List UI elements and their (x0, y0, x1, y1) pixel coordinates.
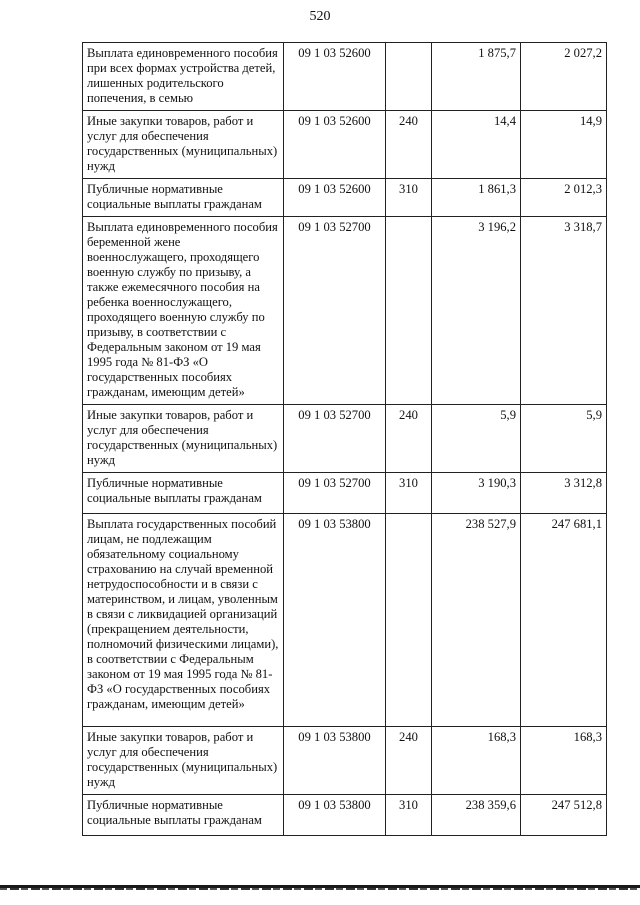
amount-year-1: 1 875,7 (432, 43, 521, 111)
expense-type: 240 (386, 727, 432, 795)
expense-type: 310 (386, 473, 432, 514)
budget-table (82, 42, 607, 836)
target-code: 09 1 03 52700 (284, 473, 386, 514)
item-name: Публичные нормативные социальные выплаты гражданам (83, 473, 284, 514)
page-number: 520 (309, 9, 331, 24)
amount-year-2: 3 312,8 (521, 473, 607, 514)
item-name: Иные закупки товаров, работ и услуг для обеспечения государственных (муниципальных) нужд (83, 727, 284, 795)
expense-type: 240 (386, 111, 432, 179)
table-row (83, 217, 607, 405)
amount-year-1: 14,4 (432, 111, 521, 179)
expense-type: 240 (386, 405, 432, 473)
target-code: 09 1 03 52700 (284, 405, 386, 473)
target-code: 09 1 03 52600 (284, 111, 386, 179)
amount-year-2: 247 512,8 (521, 795, 607, 836)
amount-year-1: 168,3 (432, 727, 521, 795)
item-name: Иные закупки товаров, работ и услуг для обеспечения государственных (муниципальных) нужд (83, 111, 284, 179)
table-row (83, 727, 607, 795)
expense-type: 310 (386, 179, 432, 217)
table-row (83, 111, 607, 179)
amount-year-1: 1 861,3 (432, 179, 521, 217)
amount-year-1: 5,9 (432, 405, 521, 473)
scan-border-noise (0, 888, 640, 890)
table-row (83, 514, 607, 727)
amount-year-2: 2 012,3 (521, 179, 607, 217)
table-row (83, 405, 607, 473)
amount-year-2: 2 027,2 (521, 43, 607, 111)
table-row (83, 43, 607, 111)
item-name: Выплата государственных пособий лицам, не подлежащим обязательному социальному страхованию на случай временной нетрудоспособности и в связи с материнством, и лицам, уволенным в связи с ликвидацией организаций (прекращением деятельности, полномочий физическими лицами), в соответствии с Федеральным законом от 19 мая 1995 года № 81-ФЗ «О государственных пособиях гражданам, имеющим детей» (83, 514, 284, 727)
amount-year-2: 3 318,7 (521, 217, 607, 405)
item-name: Публичные нормативные социальные выплаты гражданам (83, 179, 284, 217)
amount-year-2: 168,3 (521, 727, 607, 795)
amount-year-1: 238 527,9 (432, 514, 521, 727)
target-code: 09 1 03 52600 (284, 43, 386, 111)
amount-year-1: 3 196,2 (432, 217, 521, 405)
item-name: Выплата единовременного пособия при всех формах устройства детей, лишенных родительского попечения, в семью (83, 43, 284, 111)
item-name: Выплата единовременного пособия беременной жене военнослужащего, проходящего военную службу по призыву, а также ежемесячного пособия на ребенка военнослужащего, проходящего военную службу по призыву, в соответствии с Федеральным законом от 19 мая 1995 года № 81-ФЗ «О государственных пособиях гражданам, имеющим детей» (83, 217, 284, 405)
target-code: 09 1 03 53800 (284, 514, 386, 727)
target-code: 09 1 03 53800 (284, 795, 386, 836)
expense-type: 310 (386, 795, 432, 836)
target-code: 09 1 03 53800 (284, 727, 386, 795)
target-code: 09 1 03 52700 (284, 217, 386, 405)
table-row (83, 473, 607, 514)
item-name: Публичные нормативные социальные выплаты гражданам (83, 795, 284, 836)
table-row (83, 179, 607, 217)
amount-year-2: 14,9 (521, 111, 607, 179)
amount-year-1: 3 190,3 (432, 473, 521, 514)
amount-year-1: 238 359,6 (432, 795, 521, 836)
expense-type (386, 514, 432, 727)
table-row (83, 795, 607, 836)
expense-type (386, 217, 432, 405)
target-code: 09 1 03 52600 (284, 179, 386, 217)
amount-year-2: 5,9 (521, 405, 607, 473)
expense-type (386, 43, 432, 111)
amount-year-2: 247 681,1 (521, 514, 607, 727)
item-name: Иные закупки товаров, работ и услуг для обеспечения государственных (муниципальных) нужд (83, 405, 284, 473)
